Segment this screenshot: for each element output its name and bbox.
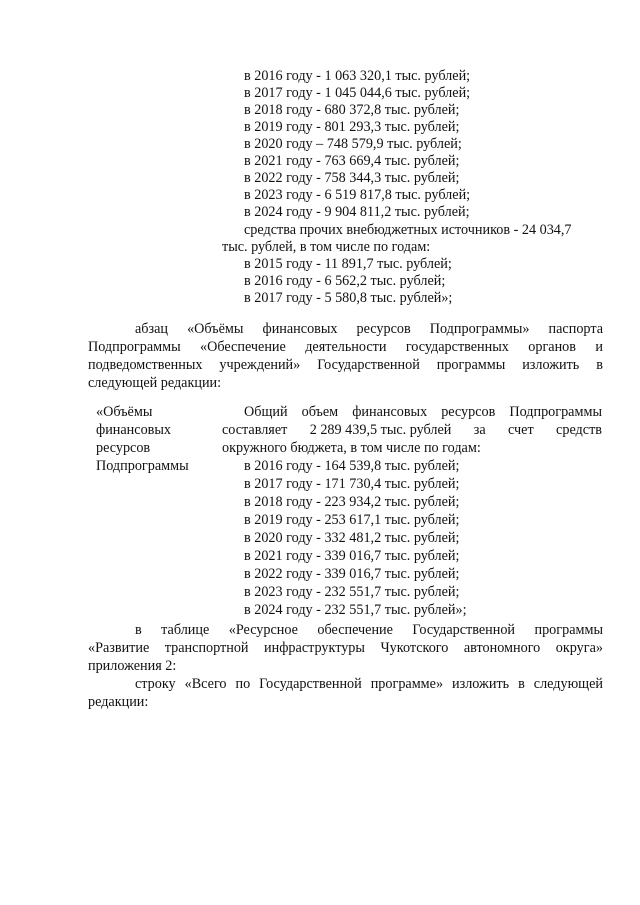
year-line: в 2022 году - 339 016,7 тыс. рублей; [244, 566, 460, 582]
word: «Развитие [88, 640, 150, 656]
paragraph-line [135, 675, 603, 693]
total-line: окружного бюджета, в том числе по годам: [222, 440, 481, 456]
word: округа» [555, 640, 603, 656]
label-line: ресурсов [96, 440, 151, 456]
word: «Ресурсное [228, 622, 298, 638]
word: ресурсов [441, 404, 496, 420]
word: паспорта [548, 321, 603, 337]
word: программы [436, 357, 506, 373]
word: объем [301, 404, 339, 420]
word: Подпрограммы» [429, 321, 530, 337]
word: Государственной [317, 357, 420, 373]
paragraph-line [88, 356, 603, 374]
year-line: в 2018 году - 223 934,2 тыс. рублей; [244, 494, 460, 510]
year-line: в 2024 году - 9 904 811,2 тыс. рублей; [244, 204, 470, 220]
word: транспортной [164, 640, 249, 656]
word: Государственной [412, 622, 516, 638]
year-line: в 2016 году - 6 562,2 тыс. рублей; [244, 273, 446, 289]
year-line: в 2024 году - 232 551,7 тыс. рублей»; [244, 602, 467, 618]
word: Государственной [259, 676, 362, 692]
table-label-cell [96, 403, 206, 475]
word: «Объёмы [187, 321, 244, 337]
year-line: в 2022 году - 758 344,3 тыс. рублей; [244, 170, 460, 186]
word: Чукотского [380, 640, 449, 656]
year-line: в 2015 году - 11 891,7 тыс. рублей; [244, 256, 452, 272]
year-line: в 2021 году - 763 669,4 тыс. рублей; [244, 153, 460, 169]
year-line: в 2017 году - 171 730,4 тыс. рублей; [244, 476, 460, 492]
year-line: в 2017 году - 5 580,8 тыс. рублей»; [244, 290, 453, 306]
word: за [473, 422, 486, 438]
word: деятельности [305, 339, 387, 355]
word: органов [528, 339, 576, 355]
word: таблице [161, 622, 210, 638]
word: программе» [370, 676, 444, 692]
paragraph-line [135, 320, 603, 338]
word: изложить [452, 676, 510, 692]
paragraph-line: редакции: [88, 694, 149, 710]
word: по [235, 676, 251, 692]
word: строку [135, 676, 176, 692]
paragraph-line [88, 639, 603, 657]
word: ресурсов [356, 321, 411, 337]
word: подведомственных [88, 357, 203, 373]
word: составляет [222, 422, 288, 438]
paragraph-line [135, 621, 603, 639]
word: в [596, 357, 603, 373]
word: инфраструктуры [264, 640, 365, 656]
word: счет [508, 422, 534, 438]
year-line: в 2019 году - 801 293,3 тыс. рублей; [244, 119, 460, 135]
word: программы [534, 622, 603, 638]
year-line: в 2018 году - 680 372,8 тыс. рублей; [244, 102, 460, 118]
word: Подпрограммы [509, 404, 602, 420]
word: Подпрограммы [88, 339, 181, 355]
word: следующей [533, 676, 603, 692]
paragraph-line: приложения 2: [88, 658, 177, 674]
word: средств [556, 422, 602, 438]
label-line: финансовых [96, 422, 171, 438]
word: финансовых [262, 321, 338, 337]
word: абзац [135, 321, 169, 337]
year-line: в 2020 году – 748 579,9 тыс. рублей; [244, 136, 462, 152]
paragraph-line: следующей редакции: [88, 375, 222, 391]
word: изложить [522, 357, 580, 373]
word: обеспечение [317, 622, 393, 638]
word: 2 289 439,5 тыс. рублей [309, 422, 452, 438]
year-line: в 2021 году - 339 016,7 тыс. рублей; [244, 548, 460, 564]
label-line: «Объёмы [96, 404, 153, 420]
word: учреждений» [219, 357, 301, 373]
total-line [244, 403, 602, 421]
word: и [595, 339, 603, 355]
year-line: в 2020 году - 332 481,2 тыс. рублей; [244, 530, 460, 546]
year-line: в 2016 году - 1 063 320,1 тыс. рублей; [244, 68, 471, 84]
year-line: в 2023 году - 232 551,7 тыс. рублей; [244, 584, 460, 600]
other-sources-line: тыс. рублей, в том числе по годам: [222, 239, 431, 255]
year-line: в 2023 году - 6 519 817,8 тыс. рублей; [244, 187, 471, 203]
year-line: в 2019 году - 253 617,1 тыс. рублей; [244, 512, 460, 528]
word: «Обеспечение [200, 339, 286, 355]
label-line: Подпрограммы [96, 458, 189, 474]
word: в [518, 676, 525, 692]
word: «Всего [184, 676, 227, 692]
year-line: в 2016 году - 164 539,8 тыс. рублей; [244, 458, 460, 474]
word: автономного [463, 640, 541, 656]
total-line [222, 421, 602, 439]
word: Общий [244, 404, 288, 420]
other-sources-line: средства прочих внебюджетных источников - 24 034,7 [244, 222, 572, 238]
word: в [135, 622, 142, 638]
word: финансовых [352, 404, 428, 420]
word: государственных [405, 339, 509, 355]
paragraph-line [88, 338, 603, 356]
year-line: в 2017 году - 1 045 044,6 тыс. рублей; [244, 85, 471, 101]
